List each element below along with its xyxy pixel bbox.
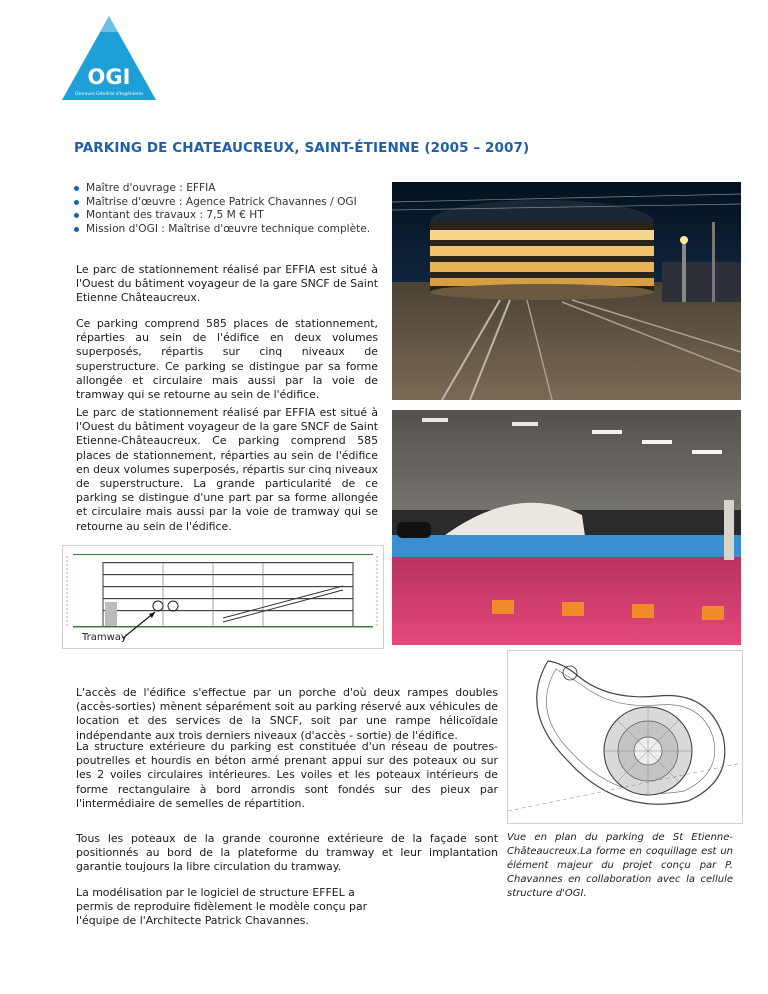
page-title: PARKING DE CHATEAUCREUX, SAINT-ÉTIENNE (2005 – 2007) bbox=[74, 140, 530, 156]
interior-photo bbox=[392, 410, 741, 645]
list-item: Maître d'ouvrage : EFFIA bbox=[74, 182, 389, 196]
paragraph-modeling: La modélisation par le logiciel de structure EFFEL a permis de reproduire fidèlement le modèle conçu par l'équipe de l'Architecte Patrick Chavannes. bbox=[76, 886, 368, 928]
plan-drawing bbox=[507, 650, 743, 824]
paragraph-columns: Tous les poteaux de la grande couronne extérieure de la façade sont positionnés au bord de la plateforme du tramway et leur implantation garantie toujours la libre circulation du tramway. bbox=[76, 832, 498, 874]
project-info-list bbox=[74, 182, 389, 236]
tramway-label: Tramway bbox=[82, 632, 127, 643]
paragraph-description: Le parc de stationnement réalisé par EFFIA est situé à l'Ouest du bâtiment voyageur de la gare SNCF de Saint Etienne-Châteaucreux. Ce parking comprend 585 places de stationnement, réparties au sein de l'édifice en deux volumes superposés, répartis sur cinq niveaux de superstructure. La grande particularité de ce parking se distingue d'une part par sa forme allongée et circulaire mais aussi par la voie de tramway qui se retourne au sein de l'édifice. bbox=[76, 406, 378, 533]
logo-text: OGI bbox=[87, 65, 131, 89]
logo-subtitle: Omnium Général d'Ingénierie bbox=[75, 92, 143, 97]
list-item: Maîtrise d'œuvre : Agence Patrick Chavannes / OGI bbox=[74, 196, 389, 210]
paragraph-location: Le parc de stationnement réalisé par EFFIA est situé à l'Ouest du bâtiment voyageur de la gare SNCF de Saint Etienne Châteaucreux. bbox=[76, 263, 378, 305]
list-item: Montant des travaux : 7,5 M € HT bbox=[74, 209, 389, 223]
ogi-logo bbox=[60, 14, 158, 102]
paragraph-access: L'accès de l'édifice s'effectue par un porche d'où deux rampes doubles (accès-sorties) mènent séparément soit au parking réservé aux véhicules de location et des services de la SNCF, soit par une rampe hélicoïdale indépendante aux trois derniers niveaux (d'accès - sortie) de l'édifice. bbox=[76, 686, 498, 742]
exterior-night-photo bbox=[392, 182, 741, 400]
plan-caption: Vue en plan du parking de St Etienne-Châteaucreux.La forme en coquillage est un élément majeur du projet conçu par P. Chavannes en collaboration avec la cellule structure d'OGI. bbox=[507, 832, 733, 899]
paragraph-capacity: Ce parking comprend 585 places de stationnement, réparties au sein de l'édifice en deux volumes superposés, répartis sur cinq niveaux de superstructure. Ce parking se distingue par sa forme allongée et circulaire mais aussi par la voie de tramway qui se retourne au sein de l'édifice. bbox=[76, 317, 378, 402]
list-item: Mission d'OGI : Maîtrise d'œuvre technique complète. bbox=[74, 223, 389, 237]
paragraph-structure: La structure extérieure du parking est constituée d'un réseau de poutres-poutrelles et hourdis en béton armé prenant appui sur des poteaux ou sur les 2 voiles circulaires intérieures. Les voiles et les poteaux intérieurs de forme rectangulaire à bord arrondis sont fondés sur des pieux par l'intermédiaire de semelles de répartition. bbox=[76, 740, 498, 810]
